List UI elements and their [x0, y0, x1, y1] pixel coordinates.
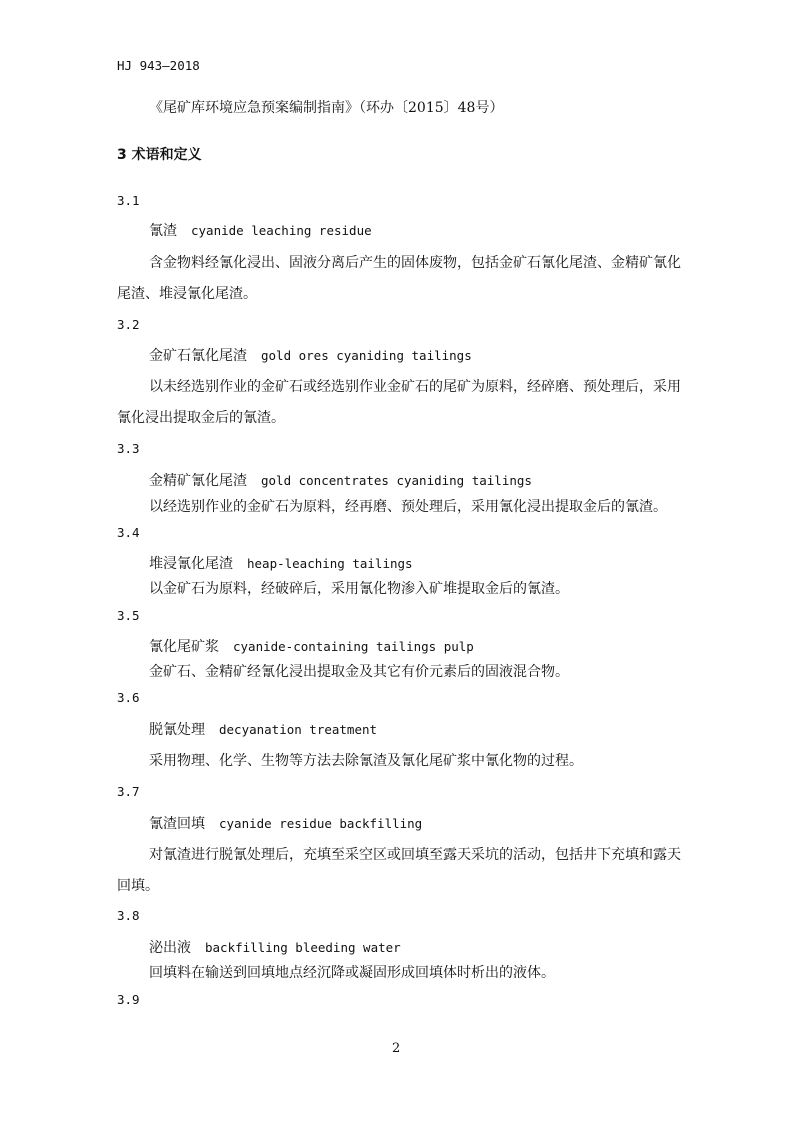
term-heading [149, 474, 532, 488]
term-english: cyanide residue backfilling [219, 816, 423, 831]
page-number: 2 [392, 1041, 401, 1056]
term-chinese: 氰渣回填 [149, 816, 205, 832]
term-heading [149, 349, 472, 363]
term-definition: 以经选别作业的金矿石为原料，经再磨、预处理后，采用氰化浸出提取金后的氰渣。 [149, 499, 667, 515]
term-number: 3.2 [117, 317, 140, 332]
term-heading [149, 557, 413, 571]
term-chinese: 氰化尾矿浆 [149, 639, 219, 655]
term-definition: 含金物料经氰化浸出、固液分离后产生的固体废物，包括金矿石氰化尾渣、金精矿氰化 [149, 255, 681, 271]
term-chinese: 金矿石氰化尾渣 [149, 348, 247, 364]
term-definition: 以未经选别作业的金矿石或经选别作业金矿石的尾矿为原料，经碎磨、预处理后，采用 [149, 379, 681, 395]
term-number: 3.3 [117, 441, 140, 456]
term-definition-cont: 回填。 [117, 878, 159, 894]
term-english: backfilling bleeding water [205, 940, 401, 955]
term-chinese: 堆浸氰化尾渣 [149, 556, 233, 572]
term-number: 3.4 [117, 525, 140, 540]
term-number: 3.5 [117, 608, 140, 623]
section-title: 3 术语和定义 [117, 147, 202, 163]
term-heading [149, 941, 401, 955]
term-heading [149, 224, 372, 238]
term-definition: 采用物理、化学、生物等方法去除氰渣及氰化尾矿浆中氰化物的过程。 [149, 753, 583, 769]
term-number: 3.9 [117, 992, 140, 1007]
term-english: heap-leaching tailings [247, 556, 413, 571]
term-heading [149, 640, 474, 654]
term-definition: 对氰渣进行脱氰处理后，充填至采空区或回填至露天采坑的活动，包括井下充填和露天 [149, 847, 681, 863]
term-definition-cont: 氰化浸出提取金后的氰渣。 [117, 410, 285, 426]
term-english: gold ores cyaniding tailings [261, 348, 472, 363]
term-definition: 回填料在输送到回填地点经沉降或凝固形成回填体时析出的液体。 [149, 965, 555, 981]
term-english: gold concentrates cyaniding tailings [261, 473, 532, 488]
term-english: cyanide-containing tailings pulp [233, 639, 474, 654]
term-chinese: 氰渣 [149, 223, 177, 239]
term-chinese: 脱氰处理 [149, 722, 205, 738]
term-number: 3.1 [117, 193, 140, 208]
term-heading [149, 817, 422, 831]
term-heading [149, 723, 377, 737]
term-chinese: 泌出液 [149, 940, 191, 956]
reference-document: 《尾矿库环境应急预案编制指南》（环办〔2015〕48号） [149, 100, 504, 116]
term-number: 3.8 [117, 908, 140, 923]
standard-code: HJ 943—2018 [117, 58, 200, 73]
term-english: decyanation treatment [219, 722, 378, 737]
term-english: cyanide leaching residue [191, 223, 372, 238]
term-definition: 金矿石、金精矿经氰化浸出提取金及其它有价元素后的固液混合物。 [149, 664, 569, 680]
term-chinese: 金精矿氰化尾渣 [149, 473, 247, 489]
term-definition: 以金矿石为原料，经破碎后，采用氰化物渗入矿堆提取金后的氰渣。 [149, 581, 569, 597]
term-number: 3.6 [117, 690, 140, 705]
term-definition-cont: 尾渣、堆浸氰化尾渣。 [117, 286, 257, 302]
term-number: 3.7 [117, 784, 140, 799]
